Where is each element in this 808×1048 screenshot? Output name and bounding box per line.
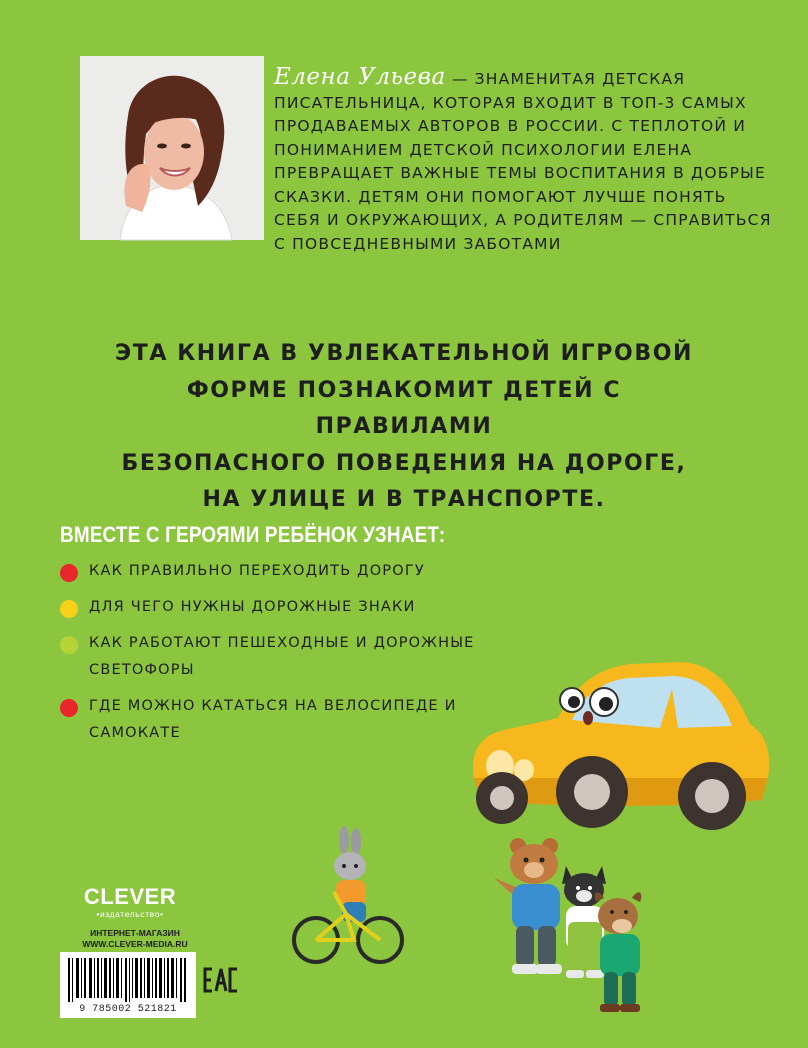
publisher-logo-subtitle: •издательство• (96, 909, 164, 919)
learn-list (60, 560, 520, 758)
bunny-on-bicycle-illustration (288, 830, 408, 964)
publisher-logo-text: CLEVER (83, 884, 177, 909)
barcode-bars-icon (68, 958, 188, 1002)
learn-heading: ВМЕСТЕ С ГЕРОЯМИ РЕБЁНОК УЗНАЕТ: (60, 522, 446, 547)
eac-label: EAC (103, 866, 105, 867)
publisher-logo (80, 886, 180, 919)
list-item-text: КАК РАБОТАЮТ ПЕШЕХОДНЫЕ И ДОРОЖНЫЕ СВЕТОФОРЫ (89, 635, 475, 678)
list-item (60, 560, 520, 585)
list-item (60, 596, 520, 621)
barcode (60, 952, 196, 1018)
author-bio (274, 66, 774, 256)
shop-url: WWW.CLEVER-MEDIA.RU (82, 939, 188, 949)
red-bullet-icon (60, 699, 78, 717)
author-name: Елена Ульева (274, 64, 446, 90)
online-shop-info (60, 928, 210, 950)
blurb-line: ЭТА КНИГА В УВЛЕКАТЕЛЬНОЙ ИГРОВОЙ (114, 341, 694, 366)
green-bullet-icon (60, 636, 78, 654)
shop-label: ИНТЕРНЕТ-МАГАЗИН (90, 928, 180, 938)
car-illustration (464, 658, 774, 834)
blurb-line: ФОРМЕ ПОЗНАКОМИТ ДЕТЕЙ С ПРАВИЛАМИ (186, 377, 622, 439)
book-blurb (100, 336, 708, 519)
list-item (60, 695, 520, 747)
list-item (60, 632, 520, 684)
author-photo (80, 56, 264, 240)
blurb-line: БЕЗОПАСНОГО ПОВЕДЕНИЯ НА ДОРОГЕ, (121, 450, 687, 476)
yellow-bullet-icon (60, 600, 78, 618)
list-item-text: КАК ПРАВИЛЬНО ПЕРЕХОДИТЬ ДОРОГУ (89, 563, 425, 579)
goat-illustration (588, 886, 658, 1018)
list-item-text: ДЛЯ ЧЕГО НУЖНЫ ДОРОЖНЫЕ ЗНАКИ (89, 599, 416, 615)
list-item-text: ГДЕ МОЖНО КАТАТЬСЯ НА ВЕЛОСИПЕДЕ И САМОКАТЕ (89, 698, 457, 741)
isbn-number: 9 785002 521821 (79, 1004, 177, 1015)
blurb-line: НА УЛИЦЕ И В ТРАНСПОРТЕ. (202, 487, 606, 512)
author-bio-text: — ЗНАМЕНИТАЯ ДЕТСКАЯ ПИСАТЕЛЬНИЦА, КОТОРАЯ ВХОДИТ В ТОП-3 САМЫХ ПРОДАВАЕМЫХ АВТОРОВ В РОССИИ. С ТЕПЛОТОЙ И ПОНИМАНИЕМ ДЕТСКОЙ ПСИХОЛОГИИ ЕЛЕНА ПРЕВРАЩАЕТ ВАЖНЫЕ ТЕМЫ ВОСПИТАНИЯ В ДОБРЫЕ СКАЗКИ. ДЕТЯМ ОНИ ПОМОГАЮТ ЛУЧШЕ ПОНЯТЬ СЕБЯ И ОКРУЖАЮЩИХ, А РОДИТЕЛЯМ — СПРАВИТЬСЯ С ПОВСЕДНЕВНЫМИ ЗАБОТАМИ (274, 70, 772, 253)
red-bullet-icon (60, 564, 78, 582)
